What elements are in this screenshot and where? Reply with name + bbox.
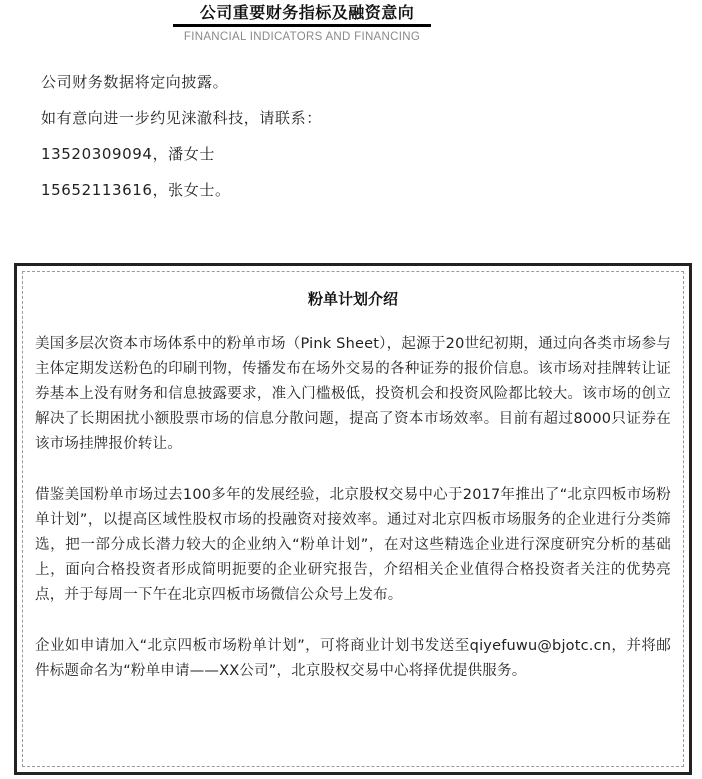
title-underline [173, 24, 431, 27]
intro-paragraph-3: 企业如申请加入“北京四板市场粉单计划”，可将商业计划书发送至qiyefuwu@bjotc.cn，并将邮件标题命名为“粉单申请——XX公司”，北京股权交易中心将择优提供服务。 [35, 638, 671, 679]
contact-info [41, 64, 322, 208]
intro-box-title: 粉单计划介绍 [307, 290, 398, 308]
dashed-frame [22, 271, 684, 767]
disclosure-note: 公司财务数据将定向披露。 [41, 73, 229, 91]
intro-paragraph-1: 美国多层次资本市场体系中的粉单市场（Pink Sheet），起源于20世纪初期，通过向各类市场参与主体定期发送粉色的印刷刊物，传播发布在场外交易的各种证券的报价信息。该市场对挂牌转让证券基本上没有财务和信息披露要求，准入门槛极低，投资机会和投资风险都比较大。该市场的创立解决了长期困扰小额股票市场的信息分散问题，提高了资本市场效率。目前有超过8000只证券在该市场挂牌报价转让。 [35, 336, 671, 452]
contact-phone-1: 13520309094，潘女士 [41, 145, 215, 163]
intro-paragraph-2: 借鉴美国粉单市场过去100多年的发展经验，北京股权交易中心于2017年推出了“北京四板市场粉单计划”，以提高区域性股权市场的投融资对接效率。通过对北京四板市场服务的企业进行分类筛选，把一部分成长潜力较大的企业纳入“粉单计划”，在对这些精选企业进行深度研究分析的基础上，面向合格投资者形成简明扼要的企业研究报告，介绍相关企业值得合格投资者关注的优势亮点，并于每周一下午在北京四板市场微信公众号上发布。 [35, 487, 671, 603]
contact-phone-2: 15652113616，张女士。 [41, 181, 231, 199]
contact-intro: 如有意向进一步约见涞澈科技，请联系： [41, 109, 322, 127]
pink-sheet-intro-box [14, 263, 692, 775]
intro-body [35, 332, 671, 710]
section-title: 公司重要财务指标及融资意向 [199, 3, 415, 22]
section-subtitle: FINANCIAL INDICATORS AND FINANCING [183, 31, 421, 43]
